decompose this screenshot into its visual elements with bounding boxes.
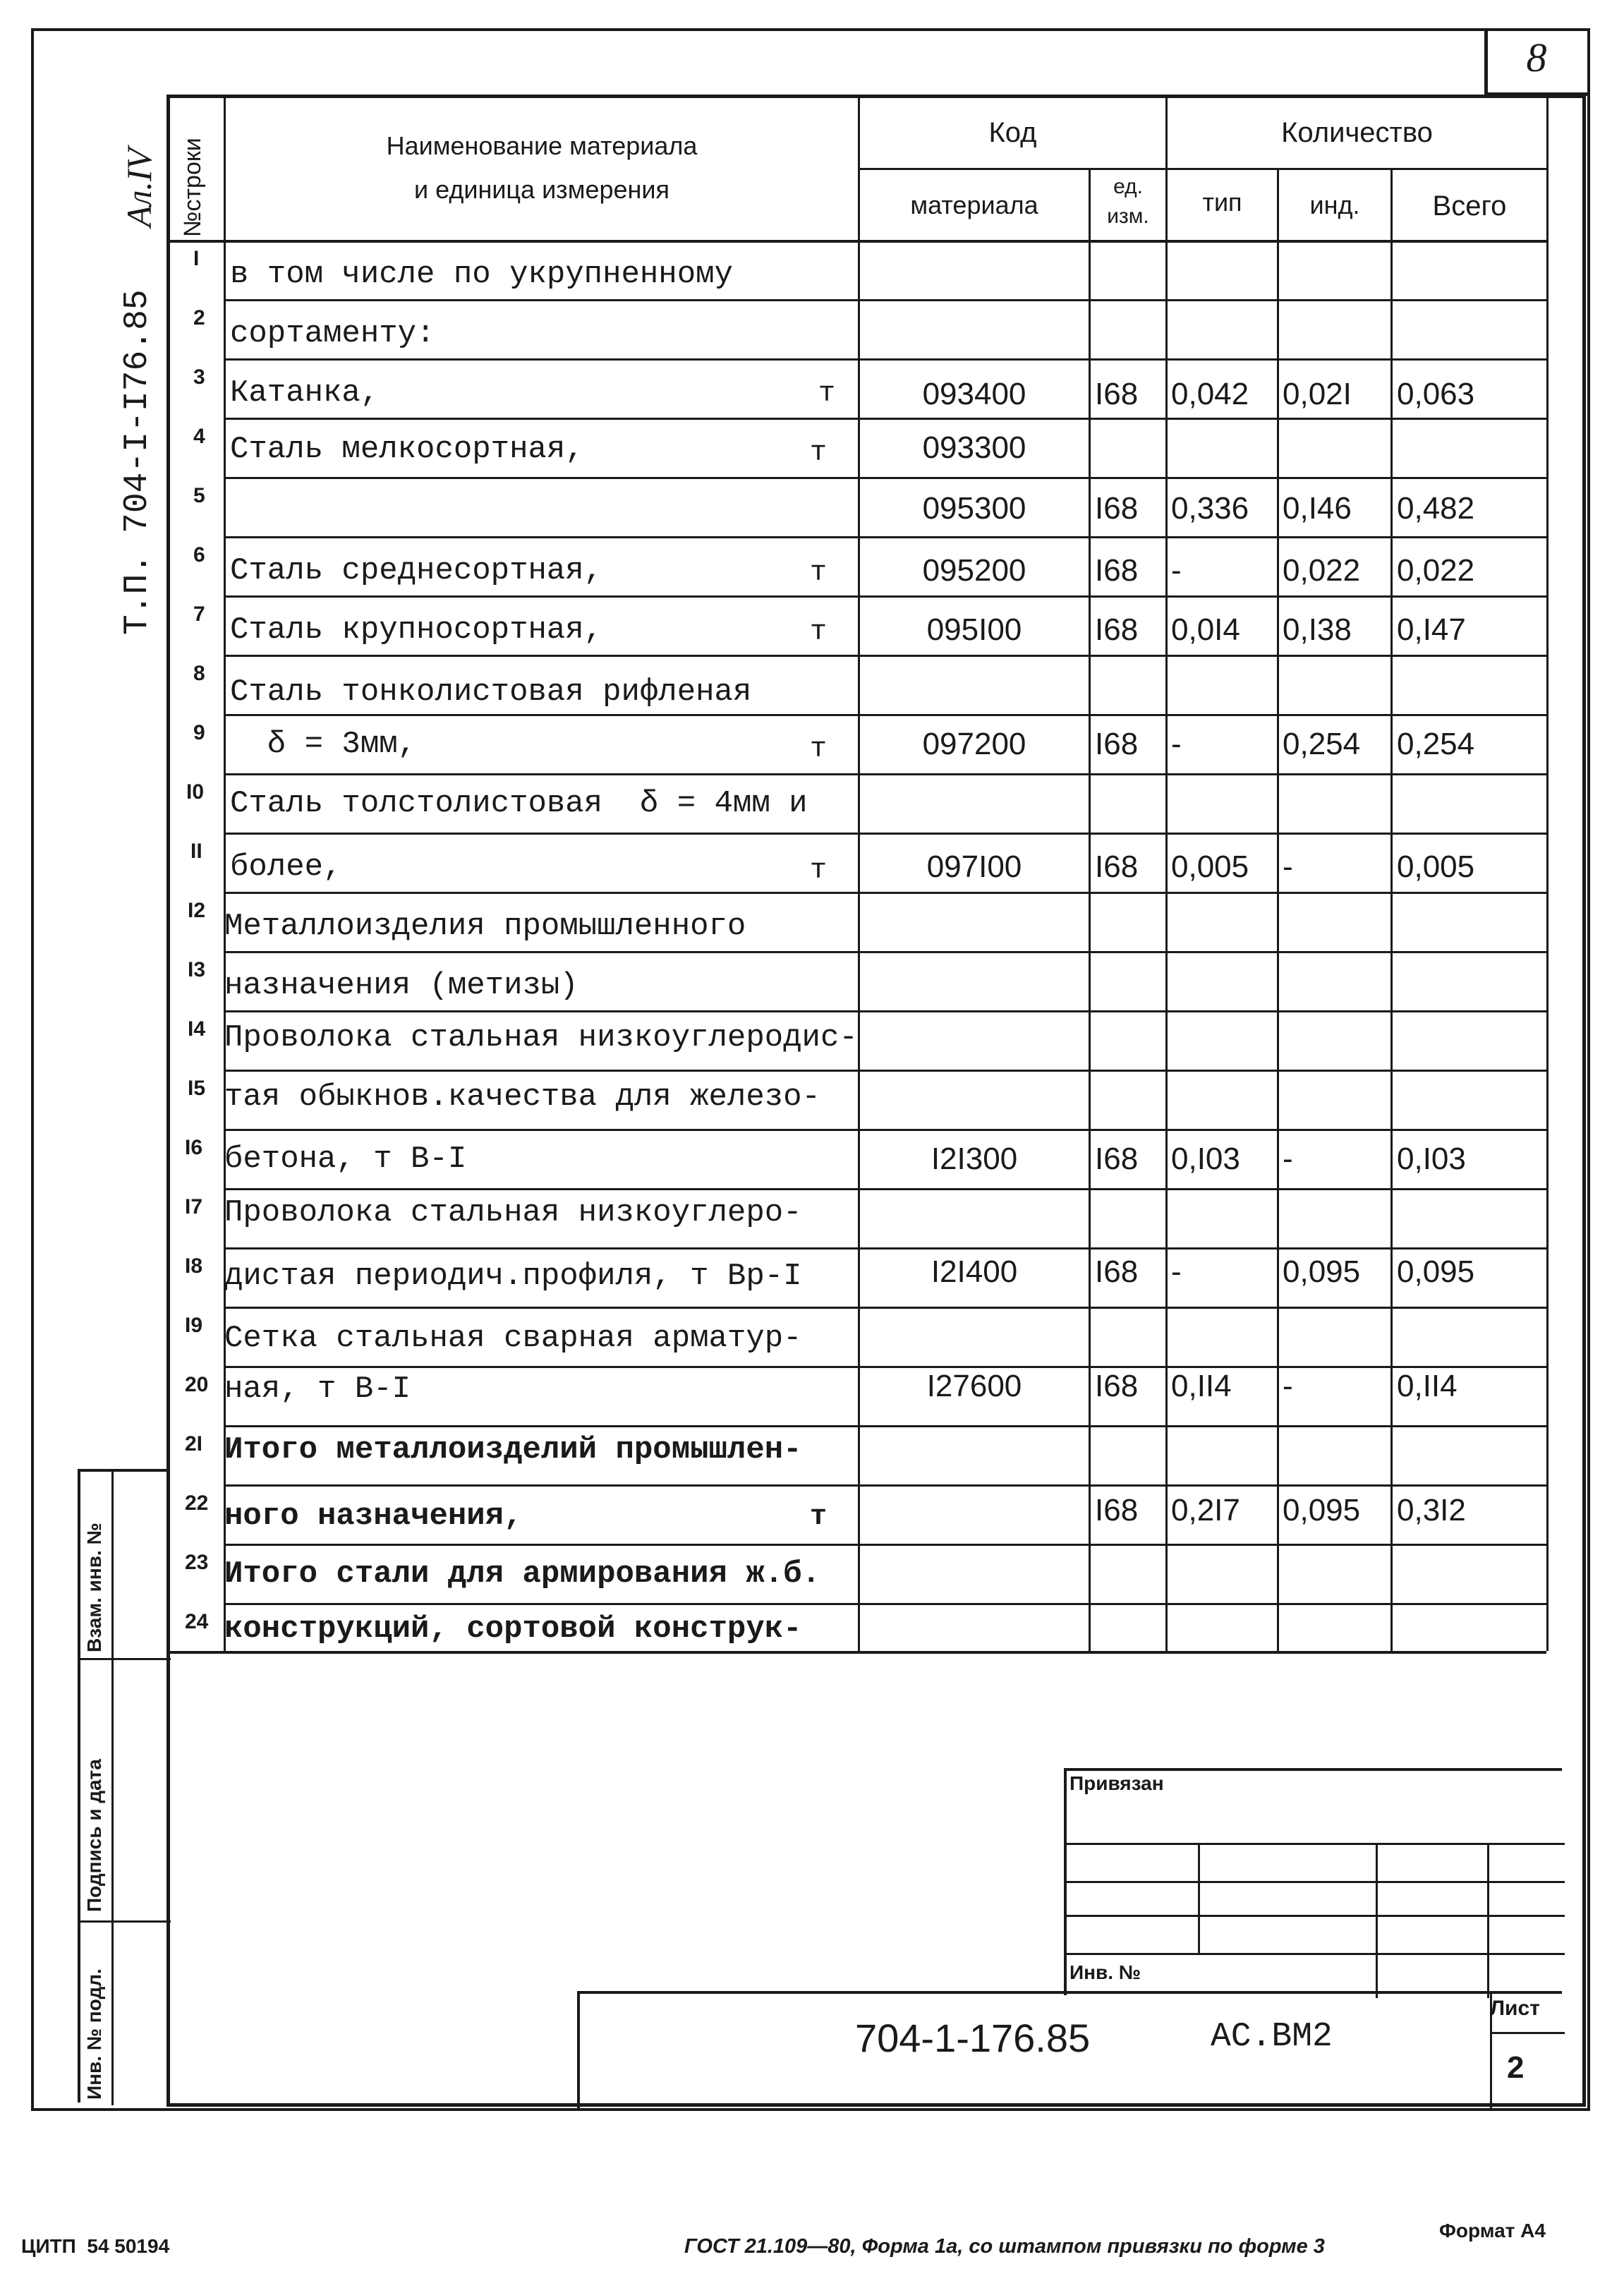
row-number: I5 (188, 1077, 206, 1100)
header-code-group: Код (988, 117, 1037, 148)
row-code: 097200 (922, 727, 1026, 761)
header-qty-ind: инд. (1309, 190, 1360, 219)
row-typ: 0,II4 (1171, 1369, 1232, 1403)
row-ind: 0,022 (1283, 553, 1361, 588)
row-measure: I68 (1095, 727, 1139, 761)
row-name: Сталь тонколистовая рифленая (230, 674, 752, 710)
row-name: конструкций, сортовой конструк- (224, 1611, 802, 1647)
row-number: I0 (186, 780, 205, 804)
row-ind: - (1283, 849, 1293, 884)
row-name: Итого металлоизделий промышлен- (224, 1432, 802, 1468)
row-code: I2I300 (931, 1142, 1018, 1176)
row-number: 5 (193, 484, 205, 507)
row-measure: I68 (1095, 849, 1139, 884)
row-number: II (190, 840, 202, 863)
row-measure: I68 (1095, 377, 1139, 411)
row-name: Сталь крупносортная, (230, 612, 603, 648)
header-qty-total: Всего (1432, 190, 1507, 222)
row-code: 095200 (922, 553, 1026, 588)
vzam-label: Взам. инв. № (83, 1523, 105, 1652)
row-ind: 0,I38 (1283, 612, 1352, 647)
row-name: ная, т В-I (224, 1372, 411, 1407)
row-typ: 0,005 (1171, 849, 1249, 884)
row-measure: I68 (1095, 491, 1139, 526)
row-number: 4 (193, 425, 205, 448)
row-name: более, (230, 849, 342, 885)
sheet-number: 8 (1526, 35, 1547, 80)
row-measure: I68 (1095, 1142, 1139, 1176)
row-number: I6 (185, 1136, 203, 1159)
header-code-unit-line2: изм. (1107, 205, 1149, 228)
row-measure: I68 (1095, 1369, 1139, 1403)
row-name: тая обыкнов.качества для железо- (224, 1079, 820, 1115)
header-name-line2: и единица измерения (413, 175, 669, 204)
podp-label: Подпись и дата (83, 1759, 105, 1912)
row-total: 0,I47 (1397, 612, 1466, 647)
row-unit: т (810, 1501, 828, 1533)
stamp-inv-label: Инв. № (1069, 1961, 1141, 1983)
side-album: Ал.IV (119, 147, 159, 227)
row-total: 0,3I2 (1397, 1493, 1466, 1527)
row-name: Катанка, (230, 375, 380, 411)
row-typ: 0,336 (1171, 491, 1249, 526)
row-number: 9 (193, 721, 205, 744)
row-number: 2I (185, 1432, 203, 1456)
row-name: Сталь мелкосортная, (230, 432, 584, 467)
row-unit: т (810, 557, 828, 589)
row-name: в том числе по укрупненному (230, 257, 733, 292)
side-project-code: Т.П. 704-I-I76.85 (119, 289, 157, 635)
row-unit: т (810, 617, 828, 648)
row-number: 23 (185, 1551, 209, 1574)
row-code: 093300 (922, 430, 1026, 465)
row-name: сортаменту: (230, 316, 435, 351)
privyazan-label: Привязан (1069, 1772, 1164, 1794)
header-row-number: №строки (179, 138, 206, 237)
row-name: бетона, т В-I (224, 1142, 467, 1177)
row-unit: т (818, 378, 836, 410)
row-ind: 0,095 (1283, 1254, 1361, 1289)
row-number: I (193, 247, 200, 270)
row-number: I9 (185, 1314, 203, 1337)
row-name: назначения (метизы) (224, 968, 578, 1003)
row-number: I4 (188, 1017, 206, 1041)
row-total: 0,II4 (1397, 1369, 1458, 1403)
row-name: Проволока стальная низкоуглеродис- (224, 1020, 858, 1055)
row-ind: 0,095 (1283, 1493, 1361, 1527)
row-number: I7 (185, 1195, 203, 1218)
row-total: 0,254 (1397, 727, 1475, 761)
row-code: I27600 (926, 1369, 1022, 1403)
row-typ: 0,0I4 (1171, 612, 1240, 647)
row-ind: - (1283, 1369, 1293, 1403)
header-code-unit-line1: ед. (1113, 175, 1143, 198)
row-measure: I68 (1095, 1254, 1139, 1289)
header-quantity-group: Количество (1281, 117, 1433, 148)
header-qty-type: тип (1202, 188, 1242, 217)
gost-reference: ГОСТ 21.109—80, Форма 1а, со штампом привязки по форме 3 (684, 2235, 1325, 2258)
row-unit: т (810, 734, 828, 766)
header-name-line1: Наименование материала (386, 131, 698, 160)
row-total: 0,063 (1397, 377, 1475, 411)
row-name: Сталь толстолистовая δ = 4мм и (230, 786, 808, 821)
row-measure: I68 (1095, 1493, 1139, 1527)
sheet-label: Лист (1490, 1997, 1540, 2020)
row-typ: - (1171, 553, 1182, 588)
row-total: 0,022 (1397, 553, 1475, 588)
row-code: 097I00 (926, 849, 1022, 884)
row-number: 22 (185, 1492, 209, 1515)
row-number: 2 (193, 306, 205, 329)
row-number: 24 (185, 1610, 209, 1633)
row-name: Металлоизделия промышленного (224, 909, 746, 944)
drawing-mark: АС.ВМ2 (1211, 2018, 1333, 2056)
row-number: 3 (193, 365, 205, 389)
row-number: 20 (185, 1373, 209, 1396)
row-name: Проволока стальная низкоуглеро- (224, 1195, 802, 1230)
row-total: 0,005 (1397, 849, 1475, 884)
row-code: I2I400 (931, 1254, 1018, 1289)
row-name: Итого стали для армирования ж.б. (224, 1556, 820, 1592)
row-code: 093400 (922, 377, 1026, 411)
row-number: I8 (185, 1254, 203, 1278)
row-code: 095I00 (926, 612, 1022, 647)
row-typ: 0,042 (1171, 377, 1249, 411)
drawing-designation: 704-1-176.85 (855, 2016, 1091, 2060)
inv-label: Инв. № подл. (83, 1968, 105, 2100)
row-name: δ = 3мм, (230, 727, 417, 762)
row-ind: 0,02I (1283, 377, 1352, 411)
row-typ: - (1171, 727, 1182, 761)
row-typ: - (1171, 1254, 1182, 1289)
row-name: дистая периодич.профиля, т Вр-I (224, 1259, 802, 1294)
row-number: 8 (193, 662, 205, 685)
sheet-list-number: 2 (1507, 2050, 1525, 2085)
header-code-material: материала (910, 190, 1038, 219)
row-number: 6 (193, 543, 205, 567)
row-total: 0,482 (1397, 491, 1475, 526)
row-number: I2 (188, 899, 206, 922)
row-name: ного назначения, (224, 1499, 523, 1534)
row-total: 0,I03 (1397, 1142, 1466, 1176)
row-unit: т (810, 855, 828, 887)
row-typ: 0,I03 (1171, 1142, 1240, 1176)
row-name: Сетка стальная сварная арматур- (224, 1321, 802, 1356)
row-number: I3 (188, 958, 206, 981)
row-ind: - (1283, 1142, 1293, 1176)
row-number: 7 (193, 603, 205, 626)
row-typ: 0,2I7 (1171, 1493, 1240, 1527)
row-ind: 0,I46 (1283, 491, 1352, 526)
row-measure: I68 (1095, 612, 1139, 647)
row-ind: 0,254 (1283, 727, 1361, 761)
row-unit: т (810, 437, 828, 469)
row-total: 0,095 (1397, 1254, 1475, 1289)
row-code: 095300 (922, 491, 1026, 526)
org-code: ЦИТП 54 50194 (21, 2235, 170, 2257)
format-label: Формат А4 (1439, 2220, 1546, 2241)
row-name: Сталь среднесортная, (230, 553, 603, 588)
row-measure: I68 (1095, 553, 1139, 588)
